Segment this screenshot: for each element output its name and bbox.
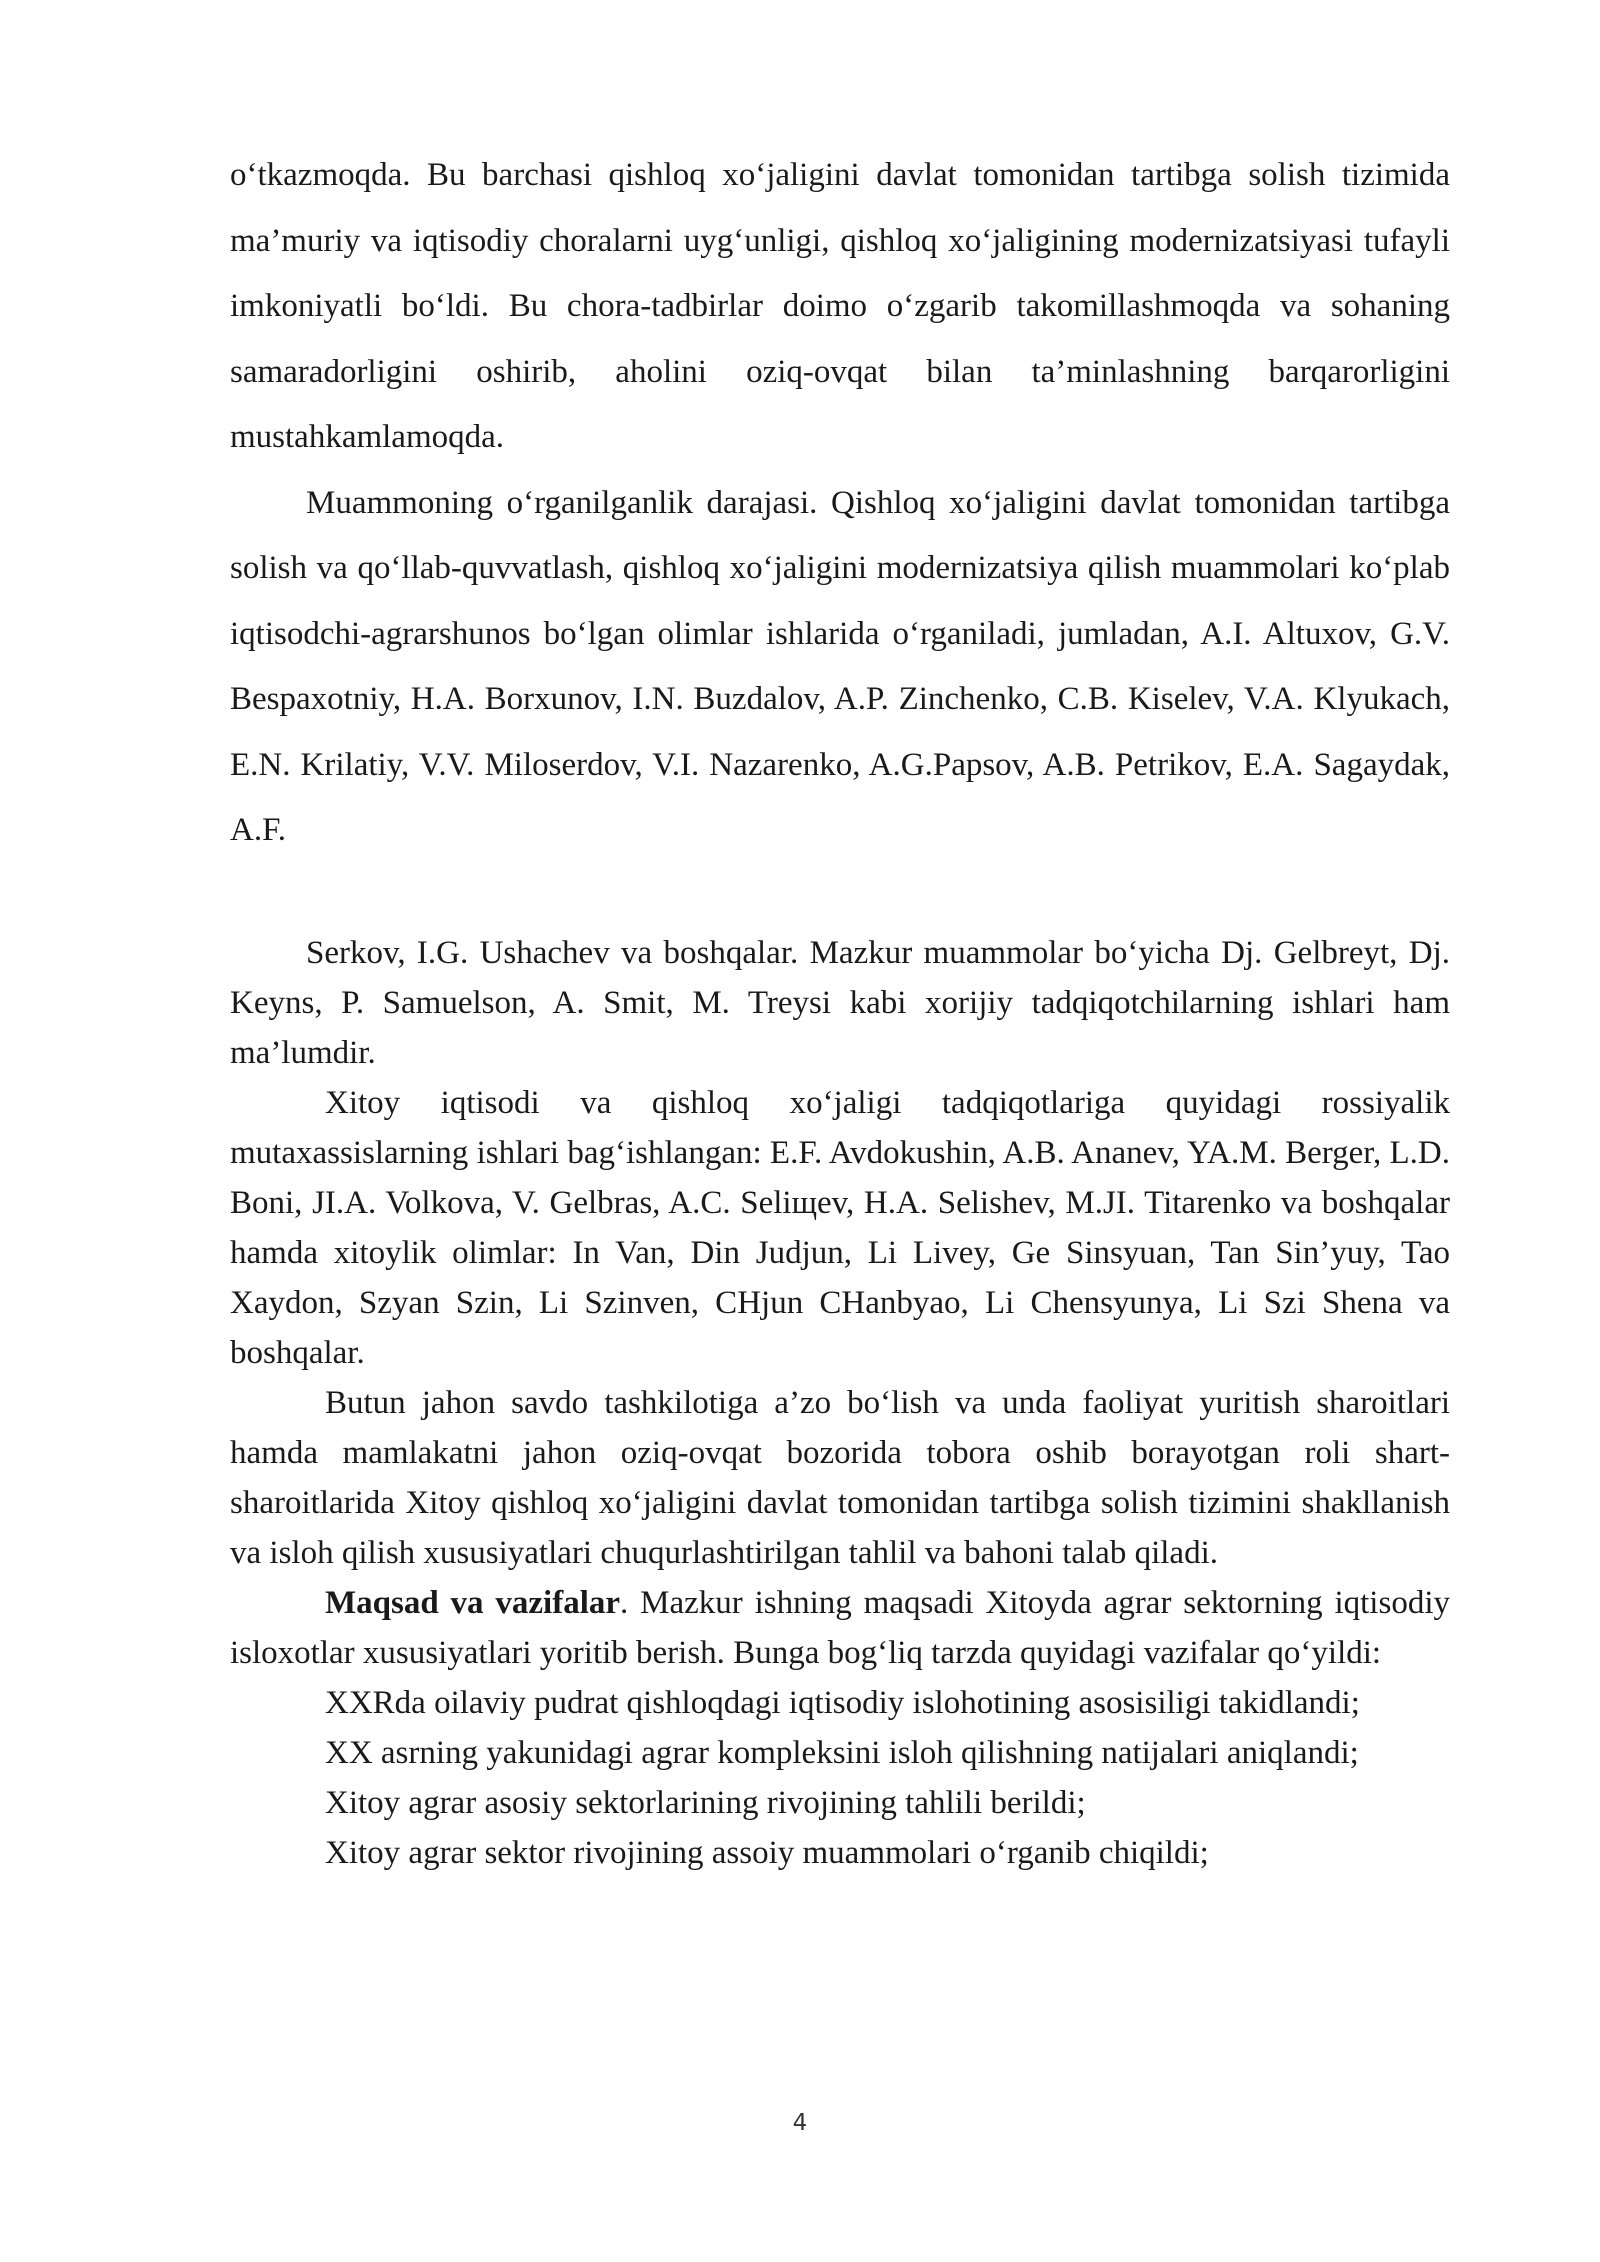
goals-heading: Maqsad va vazifalar [325,1585,621,1621]
task-item: Xitoy agrar sektor rivojining assoiy muammolari o‘rganib chiqildi; [325,1835,1209,1871]
page-number: 4 [792,2110,808,2136]
text-block-lower [230,928,1450,1878]
task-item: XX asrning yakunidagi agrar kompleksini isloh qilishning natijalari aniqlandi; [325,1735,1359,1771]
goals-text: . Mazkur ishning maqsadi Xitoyda agrar sektorning iqtisodiy isloxotlar xususiyatlari yoritib berish. Bunga bog‘liq tarzda quyidagi vazifalar qo‘yildi: [230,1585,1450,1671]
paragraph-china-researchers: Xitoy iqtisodi va qishloq xo‘jaligi tadqiqotlariga quyidagi rossiyalik mutaxassislarning ishlari bag‘ishlangan: E.F. Avdokushin, A.B. Ananev, YA.M. Berger, L.D. Boni, JI.A. Volkova, V. Gelbras, A.C. Seliщev, H.A. Selishev, M.JI. Titarenko va boshqalar hamda xitoylik olimlar: In Van, Din Judjun, Li Livey, Ge Sinsyuan, Tan Sin’yuy, Tao Xaydon, Szyan Szin, Li Szinven, CHjun CHanbyao, Li Chensyunya, Li Szi Shena va boshqalar. [230,1085,1450,1371]
paragraph-serkov: Serkov, I.G. Ushachev va boshqalar. Mazkur muammolar bo‘yicha Dj. Gelbreyt, Dj. Keyns, P. Samuelson, A. Smit, M. Treysi kabi xorijiy tadqiqotchilarning ishlari ham ma’lumdir. [230,935,1450,1071]
task-item: Xitoy agrar asosiy sektorlarining rivojining tahlili berildi; [325,1785,1086,1821]
paragraph-wto: Butun jahon savdo tashkilotiga a’zo bo‘lish va unda faoliyat yuritish sharoitlari hamda mamlakatni jahon oziq-ovqat bozorida tobora oshib borayotgan roli shart-sharoitlarida Xitoy qishloq xo‘jaligini davlat tomonidan tartibga solish tizimini shakllanish va isloh qilish xususiyatlari chuqurlashtirilgan tahlil va bahoni talab qiladi. [230,1385,1450,1571]
text-block-upper [230,143,1450,864]
paragraph-research-level: Muammoning o‘rganilganlik darajasi. Qishloq xo‘jaligini davlat tomonidan tartibga solish va qo‘llab-quvvatlash, qishloq xo‘jaligini modernizatsiya qilish muammolari ko‘plab iqtisodchi-agrarshunos bo‘lgan olimlar ishlarida o‘rganiladi, jumladan, A.I. Altuxov, G.V. Bespaxotniy, H.A. Borxunov, I.N. Buzdalov, A.P. Zinchenko, C.B. Kiselev, V.A. Klyukach, E.N. Krilatiy, V.V. Miloserdov, V.I. Nazarenko, A.G.Papsov, A.B. Petrikov, E.A. Sagaydak, A.F. [230,484,1450,848]
paragraph-continuation: o‘tkazmoqda. Bu barchasi qishloq xo‘jaligini davlat tomonidan tartibga solish tizimida ma’muriy va iqtisodiy choralarni uyg‘unligi, qishloq xo‘jaligining modernizatsiyasi tufayli imkoniyatli bo‘ldi. Bu chora-tadbirlar doimo o‘zgarib takomillashmoqda va sohaning samaradorligini oshirib, aholini oziq-ovqat bilan ta’minlashning barqarorligini mustahkamlamoqda. [230,157,1450,455]
paragraph-goals [230,1578,1450,1678]
task-item: XXRda oilaviy pudrat qishloqdagi iqtisodiy islohotining asosisiligi takidlandi; [325,1685,1360,1721]
